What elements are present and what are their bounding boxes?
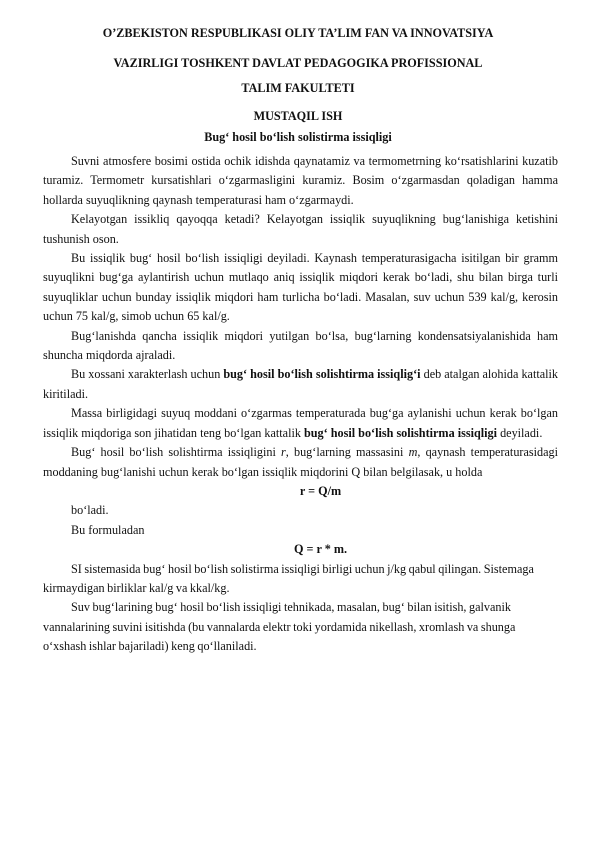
paragraph-4: Bug‘lanishda qancha issiqlik miqdori yutilgan bo‘lsa, bug‘larning kondensatsiyalanishida ham shuncha miqdorda ajraladi. (43, 328, 558, 363)
document-type: MUSTAQIL ISH (253, 109, 343, 123)
paragraph-7-text-a: Bug‘ hosil bo‘lish solishtirma issiqligini (71, 445, 282, 460)
paragraph-11: Suv bug‘larining bug‘ hosil bo‘lish issiqligi tehnikada, masalan, bug‘ bilan isitish, galvanik vannalarining suvini isitishda (bu vannalarda elektr toki yordamida nikellash, xromlash va shunga o‘xshash ishlar bajariladi) keng qo‘llaniladi. (43, 600, 516, 654)
paragraph-6 (43, 404, 558, 443)
paragraph-7-text-c: , qaynash temperaturasidagi moddaning bug‘lanishi uchun kerak bo‘lgan issiqlik miqdorini Q bilan belgilasak, u holda (43, 445, 558, 479)
paragraph-5-text-c: deb atalgan alohida kattalik kiritiladi. (43, 367, 558, 401)
paragraph-6-text-a: Massa birligidagi suyuq moddani o‘zgarmas temperaturada bug‘ga aylanishi uchun kerak bo‘lgan issiqlik miqdoriga son jihatidan teng bo‘lgan kattalik (43, 406, 558, 440)
paragraph-2: Kelayotgan issikliq qayoqqa ketadi? Kelayotgan issiqlik suyuqlikning bug‘lanishiga ketishini tushunish oson. (43, 212, 558, 246)
paragraph-1: Suvni atmosfere bosimi ostida ochik idishda qaynatamiz va termometrning ko‘rsatishlarini kuzatib turamiz. Termometr kursatishlari o‘zgarmasligini kuramiz. Bosim o‘zgarmasdan qoladigan hamma hollarda suyuqlikning qaynash temperaturasi ham o‘zgarmaydi. (43, 154, 558, 207)
paragraph-5-text-a: Bu xossani xarakterlash uchun (71, 367, 224, 382)
document-title: Bug‘ hosil bo‘lish solistirma issiqligi (204, 130, 392, 144)
paragraph-7-text-b: , bug‘larning massasini (285, 445, 409, 460)
header-line-1: O’ZBEKISTON RESPUBLIKASI OLIY TA’LIM FAN VA INNOVATSIYA (102, 26, 494, 40)
variable-r: r (281, 445, 286, 460)
formula-1: r = Q/m (299, 483, 342, 498)
header-line-3: TALIM FAKULTETI (241, 81, 355, 95)
document-body (43, 152, 558, 657)
term-bold-2: bug‘ hosil bo‘lish solishtirma issiqligi (303, 425, 498, 440)
variable-m: m (408, 445, 418, 460)
paragraph-3: Bu issiqlik bug‘ hosil bo‘lish issiqligi deyiladi. Kaynash temperaturasigacha isitilgan bir gramm suyuqlikni bug‘ga aylantirish uchun mutlaqo aniq issiqlik miqdori kerak bo‘ladi, shu bilan birga turli suyuqliklar uchun bunday issiqlik miqdori ham turlicha bo‘ladi. Masalan, suv uchun 539 kal/g, kerosin uchun 75 kal/g, simob uchun 65 kal/g. (43, 251, 558, 324)
paragraph-6-text-c: deyiladi. (497, 425, 543, 440)
paragraph-5 (43, 365, 558, 404)
term-bold-1: bug‘ hosil bo‘lish solishtirma issiqlig‘i (223, 367, 421, 382)
header-line-2: VAZIRLIGI TOSHKENT DAVLAT PEDAGOGIKA PROFISSIONAL (113, 56, 483, 70)
paragraph-10: SI sistemasida bug‘ hosil bo‘lish solistirma issiqligi birligi uchun j/kg qabul qilingan. Sistemaga kirmaydigan birliklar kal/g va kkal/kg. (43, 561, 534, 595)
formula-2: Q = r * m. (293, 542, 348, 557)
paragraph-8: bo‘ladi. (71, 503, 109, 518)
paragraph-7 (43, 443, 558, 482)
paragraph-9: Bu formuladan (71, 522, 145, 537)
